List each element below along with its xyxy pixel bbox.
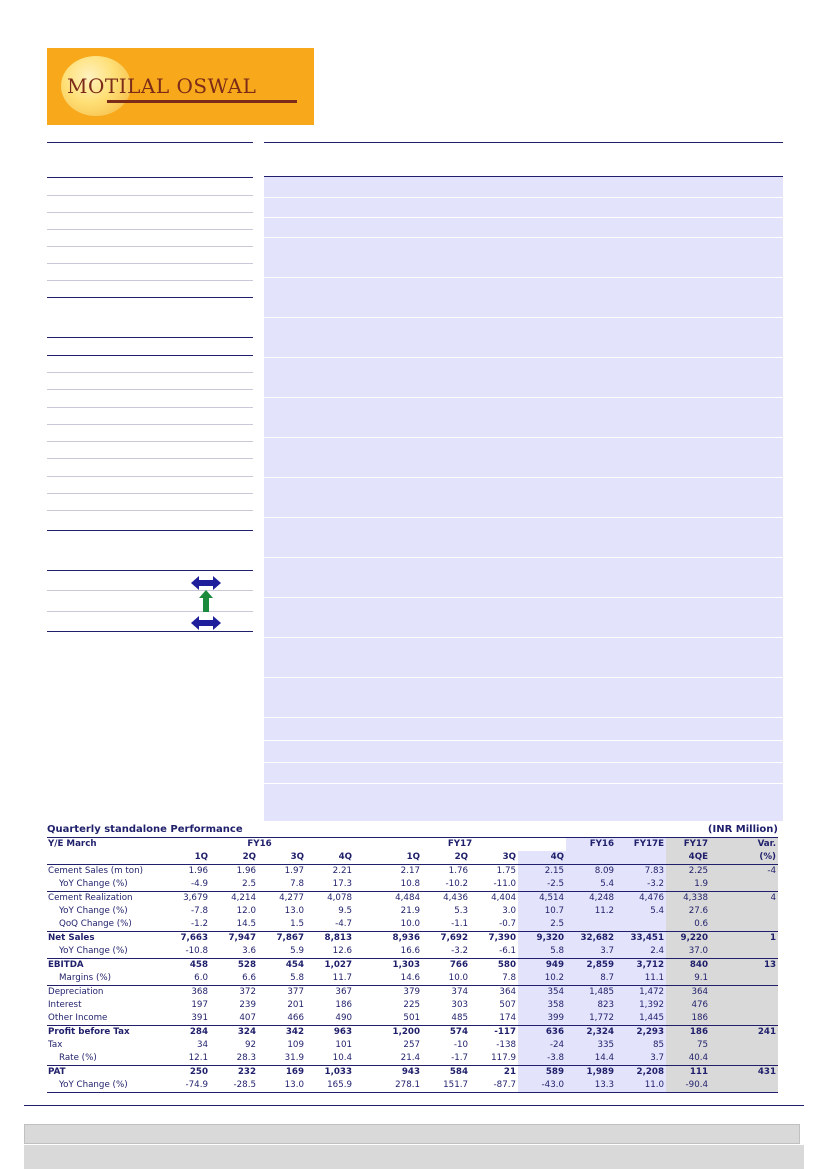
value-cell: 13.0: [258, 1079, 306, 1093]
value-cell: [710, 972, 778, 986]
value-cell: 3.0: [502, 906, 517, 916]
value-cell: 21.9: [400, 906, 421, 916]
value-cell: -24: [518, 1039, 566, 1052]
value-cell: 2.15: [518, 865, 566, 879]
header-fy17-4qe: FY17: [666, 838, 710, 852]
value-cell: 13.0: [284, 906, 304, 916]
value-cell: 4,514: [518, 892, 566, 906]
value-cell: 27.6: [666, 905, 710, 918]
row-label: Interest: [48, 1000, 82, 1010]
row-label: QoQ Change (%): [59, 919, 132, 929]
header-var: Var.: [710, 838, 778, 852]
column-header: 4QE: [666, 851, 710, 865]
value-cell: -138: [496, 1040, 517, 1050]
value-cell: 2,324: [566, 1026, 616, 1040]
value-cell: 40.4: [666, 1052, 710, 1066]
table-title: Quarterly standalone Performance: [47, 824, 243, 835]
table-row: [47, 878, 778, 892]
value-cell: 1.96: [188, 866, 208, 876]
value-cell: 10.4: [332, 1053, 353, 1063]
value-cell: -3.8: [518, 1052, 566, 1066]
value-cell: -117: [470, 1026, 518, 1040]
value-cell: 391: [191, 1013, 208, 1023]
right-header-rule: [264, 142, 783, 143]
value-cell: 1.96: [236, 866, 256, 876]
value-cell: 9.1: [666, 972, 710, 986]
value-cell: 9.5: [338, 906, 353, 916]
value-cell: -11.0: [493, 879, 517, 889]
value-cell: 485: [451, 1013, 469, 1023]
value-cell: 174: [499, 1013, 517, 1023]
value-cell: 407: [239, 1013, 256, 1023]
value-cell: [710, 999, 778, 1012]
value-cell: 354: [518, 986, 566, 1000]
row-label: YoY Change (%): [59, 879, 128, 889]
value-cell: 4: [710, 892, 778, 906]
value-cell: 8.7: [566, 972, 616, 986]
value-cell: 1,303: [354, 959, 422, 973]
value-cell: -6.1: [499, 946, 517, 956]
value-cell: 335: [566, 1039, 616, 1052]
value-cell: 580: [470, 959, 518, 973]
value-cell: 5.8: [518, 945, 566, 959]
value-cell: 12.6: [332, 946, 353, 956]
column-header: 3Q: [258, 851, 306, 865]
value-cell: 117.9: [491, 1053, 517, 1063]
value-cell: -3.2: [616, 878, 666, 892]
table-row: [47, 932, 778, 946]
value-cell: 32,682: [566, 932, 616, 946]
value-cell: 574: [422, 1026, 470, 1040]
value-cell: 364: [470, 986, 518, 1000]
value-cell: 2.5: [242, 879, 256, 889]
value-cell: -4.7: [335, 919, 353, 929]
value-cell: -1.2: [191, 919, 208, 929]
value-cell: 377: [258, 986, 306, 1000]
value-cell: 284: [165, 1026, 210, 1040]
table-title-bar: [47, 824, 778, 835]
value-cell: 943: [354, 1066, 422, 1080]
value-cell: 1,392: [616, 999, 666, 1012]
value-cell: 28.3: [236, 1053, 256, 1063]
value-cell: 1,485: [566, 986, 616, 1000]
footer-bar-2: [24, 1145, 804, 1169]
value-cell: 1.75: [496, 866, 517, 876]
value-cell: 367: [306, 986, 354, 1000]
value-cell: 4,277: [258, 892, 306, 906]
table-row: [47, 1026, 778, 1040]
value-cell: 278.1: [354, 1079, 422, 1093]
value-cell: 454: [258, 959, 306, 973]
value-cell: 963: [306, 1026, 354, 1040]
value-cell: 12.1: [188, 1053, 208, 1063]
value-cell: 490: [335, 1013, 353, 1023]
value-cell: 250: [165, 1066, 210, 1080]
value-cell: 3.7: [616, 1052, 666, 1066]
value-cell: 368: [165, 986, 210, 1000]
header-fy16-annual: FY16: [566, 838, 616, 852]
value-cell: 1,200: [354, 1026, 422, 1040]
value-cell: -43.0: [518, 1079, 566, 1093]
value-cell: 364: [666, 986, 710, 1000]
value-cell: 75: [666, 1039, 710, 1052]
row-label: YoY Change (%): [59, 906, 128, 916]
table-row: [47, 1052, 778, 1066]
value-cell: 169: [258, 1066, 306, 1080]
value-cell: 466: [287, 1013, 304, 1023]
value-cell: 13.3: [566, 1079, 616, 1093]
row-label: YoY Change (%): [59, 946, 128, 956]
value-cell: 1,772: [566, 1012, 616, 1026]
value-cell: 4,248: [566, 892, 616, 906]
row-label: Margins (%): [59, 973, 111, 983]
value-cell: 10.0: [400, 919, 421, 929]
row-label: Rate (%): [59, 1053, 97, 1063]
value-cell: 8,813: [306, 932, 354, 946]
value-cell: 6.6: [242, 973, 256, 983]
value-cell: 1,989: [566, 1066, 616, 1080]
value-cell: 17.3: [332, 879, 353, 889]
value-cell: [710, 1012, 778, 1026]
table-row: [47, 1012, 778, 1026]
value-cell: 5.4: [566, 878, 616, 892]
value-cell: 232: [210, 1066, 258, 1080]
value-cell: 11.7: [332, 973, 353, 983]
value-cell: -1.7: [451, 1053, 469, 1063]
value-cell: 11.2: [566, 905, 616, 918]
row-label: Depreciation: [47, 986, 165, 1000]
value-cell: 7.83: [616, 865, 666, 879]
value-cell: 3,712: [616, 959, 666, 973]
table-row: [47, 918, 778, 932]
value-cell: 3,679: [165, 892, 210, 906]
value-cell: 0.6: [666, 918, 710, 932]
value-cell: 324: [210, 1026, 258, 1040]
value-cell: [710, 986, 778, 1000]
value-cell: -10.2: [445, 879, 469, 889]
value-cell: 584: [422, 1066, 470, 1080]
table-row: [47, 1066, 778, 1080]
value-cell: -74.9: [165, 1079, 210, 1093]
logo-underline: [107, 100, 297, 103]
value-cell: 2,293: [616, 1026, 666, 1040]
row-label: Profit before Tax: [47, 1026, 165, 1040]
value-cell: 7,692: [422, 932, 470, 946]
value-cell: [710, 878, 778, 892]
value-cell: 10.8: [400, 879, 421, 889]
value-cell: -0.7: [499, 919, 517, 929]
value-cell: 358: [518, 999, 566, 1012]
value-cell: 431: [710, 1066, 778, 1080]
header-fy17e-annual: FY17E: [616, 838, 666, 852]
value-cell: 5.4: [616, 905, 666, 918]
header-fy17: FY17: [354, 838, 566, 852]
value-cell: 458: [165, 959, 210, 973]
value-cell: 4,404: [470, 892, 518, 906]
table-row: [47, 945, 778, 959]
value-cell: -4.9: [191, 879, 208, 889]
table-row: [47, 905, 778, 918]
column-header: 3Q: [470, 851, 518, 865]
value-cell: 3.7: [566, 945, 616, 959]
value-cell: 528: [210, 959, 258, 973]
value-cell: 4,078: [306, 892, 354, 906]
value-cell: -10.8: [185, 946, 208, 956]
value-cell: -4: [710, 865, 778, 879]
value-cell: 840: [666, 959, 710, 973]
row-label: Cement Sales (m ton): [48, 866, 144, 876]
value-cell: 8.09: [566, 865, 616, 879]
value-cell: 21.4: [400, 1053, 421, 1063]
value-cell: 1: [710, 932, 778, 946]
value-cell: 476: [666, 999, 710, 1012]
value-cell: [710, 1079, 778, 1093]
value-cell: 7.8: [290, 879, 304, 889]
value-cell: [710, 905, 778, 918]
column-header: 1Q: [354, 851, 422, 865]
value-cell: 7,663: [165, 932, 210, 946]
value-cell: 1,027: [306, 959, 354, 973]
value-cell: 4,214: [210, 892, 258, 906]
value-cell: 507: [499, 1000, 517, 1010]
footer-rule: [24, 1105, 804, 1106]
value-cell: 2,859: [566, 959, 616, 973]
row-label: Other Income: [48, 1013, 108, 1023]
value-cell: 11.0: [616, 1079, 666, 1093]
value-cell: 92: [244, 1040, 256, 1050]
table-row: [47, 865, 778, 879]
column-header: (%): [710, 851, 778, 865]
value-cell: 11.1: [616, 972, 666, 986]
row-label: PAT: [47, 1066, 165, 1080]
value-cell: -90.4: [666, 1079, 710, 1093]
table-cell: [47, 851, 165, 865]
value-cell: 85: [616, 1039, 666, 1052]
value-cell: 13: [710, 959, 778, 973]
value-cell: [710, 918, 778, 932]
value-cell: 1,472: [616, 986, 666, 1000]
value-cell: -7.8: [191, 906, 208, 916]
row-label: YoY Change (%): [47, 1079, 165, 1093]
table-row: [47, 986, 778, 1000]
value-cell: 8,936: [354, 932, 422, 946]
value-cell: 7,947: [210, 932, 258, 946]
value-cell: 5.3: [454, 906, 469, 916]
value-cell: 109: [287, 1040, 304, 1050]
row-label: Cement Realization: [47, 892, 165, 906]
footer-bar: [24, 1124, 800, 1144]
motilal-oswal-logo: [47, 48, 314, 125]
value-cell: 12.0: [236, 906, 256, 916]
column-header: 1Q: [165, 851, 210, 865]
column-header: 4Q: [518, 851, 566, 865]
value-cell: [616, 918, 666, 932]
table-row: [47, 1039, 778, 1052]
value-cell: 4,484: [354, 892, 422, 906]
value-cell: 342: [258, 1026, 306, 1040]
column-header: 2Q: [422, 851, 470, 865]
value-cell: -87.7: [470, 1079, 518, 1093]
table-row: [47, 1079, 778, 1093]
value-cell: 257: [403, 1040, 421, 1050]
value-cell: 7,390: [470, 932, 518, 946]
value-cell: [710, 945, 778, 959]
table-row: [47, 959, 778, 973]
value-cell: 10.2: [518, 972, 566, 986]
value-cell: 5.8: [290, 973, 304, 983]
value-cell: 823: [566, 999, 616, 1012]
value-cell: 111: [666, 1066, 710, 1080]
value-cell: 37.0: [666, 945, 710, 959]
value-cell: 31.9: [284, 1053, 304, 1063]
value-cell: 2.4: [616, 945, 666, 959]
value-cell: -1.1: [451, 919, 469, 929]
value-cell: 374: [422, 986, 470, 1000]
value-cell: 2.5: [518, 918, 566, 932]
value-cell: 399: [518, 1012, 566, 1026]
value-cell: 186: [335, 1000, 353, 1010]
value-cell: 186: [666, 1026, 710, 1040]
value-cell: 10.0: [448, 973, 469, 983]
value-cell: 5.9: [290, 946, 304, 956]
value-cell: 3.6: [242, 946, 256, 956]
value-cell: 9,320: [518, 932, 566, 946]
header-fy16: FY16: [165, 838, 354, 852]
column-header: [616, 851, 666, 865]
value-cell: 303: [451, 1000, 469, 1010]
header-ye-march: Y/E March: [47, 838, 165, 852]
value-cell: 7,867: [258, 932, 306, 946]
value-cell: 636: [518, 1026, 566, 1040]
up-arrow-icon: [199, 590, 213, 612]
table-row: [47, 999, 778, 1012]
value-cell: 197: [191, 1000, 208, 1010]
value-cell: 1.97: [284, 866, 304, 876]
value-cell: 1,445: [616, 1012, 666, 1026]
row-label: EBITDA: [47, 959, 165, 973]
value-cell: 501: [403, 1013, 421, 1023]
column-header: 4Q: [306, 851, 354, 865]
table-subheader-row: [47, 851, 778, 865]
value-cell: 101: [335, 1040, 353, 1050]
value-cell: 2,208: [616, 1066, 666, 1080]
logo-wordmark: MOTILAL OSWAL: [67, 74, 257, 98]
value-cell: 379: [354, 986, 422, 1000]
value-cell: 1.5: [290, 919, 304, 929]
horizontal-arrow-icon: [191, 576, 221, 590]
value-cell: -2.5: [518, 878, 566, 892]
column-header: [566, 851, 616, 865]
row-label: Tax: [48, 1040, 63, 1050]
value-cell: 766: [422, 959, 470, 973]
value-cell: 21: [470, 1066, 518, 1080]
value-cell: [566, 918, 616, 932]
row-label: Net Sales: [47, 932, 165, 946]
value-cell: 239: [239, 1000, 256, 1010]
value-cell: 241: [710, 1026, 778, 1040]
value-cell: 2.25: [666, 865, 710, 879]
value-cell: 225: [403, 1000, 421, 1010]
value-cell: 4,436: [422, 892, 470, 906]
value-cell: 2.21: [332, 866, 353, 876]
table-unit: (INR Million): [707, 824, 778, 835]
value-cell: 372: [210, 986, 258, 1000]
shaded-content-panel: [264, 177, 783, 821]
value-cell: 165.9: [306, 1079, 354, 1093]
value-cell: 1.9: [666, 878, 710, 892]
value-cell: 1.76: [448, 866, 469, 876]
value-cell: 33,451: [616, 932, 666, 946]
value-cell: 1,033: [306, 1066, 354, 1080]
value-cell: 949: [518, 959, 566, 973]
horizontal-arrow-icon: [191, 616, 221, 630]
value-cell: 151.7: [422, 1079, 470, 1093]
value-cell: 186: [666, 1012, 710, 1026]
value-cell: 7.8: [502, 973, 517, 983]
value-cell: 10.7: [518, 905, 566, 918]
value-cell: 589: [518, 1066, 566, 1080]
value-cell: 16.6: [400, 946, 421, 956]
value-cell: 9,220: [666, 932, 710, 946]
value-cell: 14.4: [566, 1052, 616, 1066]
value-cell: -10: [453, 1040, 469, 1050]
value-cell: 4,338: [666, 892, 710, 906]
value-cell: 2.17: [400, 866, 421, 876]
value-cell: 4,476: [616, 892, 666, 906]
value-cell: -28.5: [210, 1079, 258, 1093]
value-cell: 201: [287, 1000, 304, 1010]
value-cell: -3.2: [451, 946, 469, 956]
table-row: [47, 892, 778, 906]
value-cell: [710, 1039, 778, 1052]
value-cell: 6.0: [194, 973, 208, 983]
table-header-row: [47, 838, 778, 852]
quarterly-performance-table: [47, 837, 778, 1093]
value-cell: 14.6: [400, 973, 421, 983]
column-header: 2Q: [210, 851, 258, 865]
value-cell: [710, 1052, 778, 1066]
value-cell: 34: [196, 1040, 208, 1050]
value-cell: 14.5: [236, 919, 256, 929]
table-row: [47, 972, 778, 986]
